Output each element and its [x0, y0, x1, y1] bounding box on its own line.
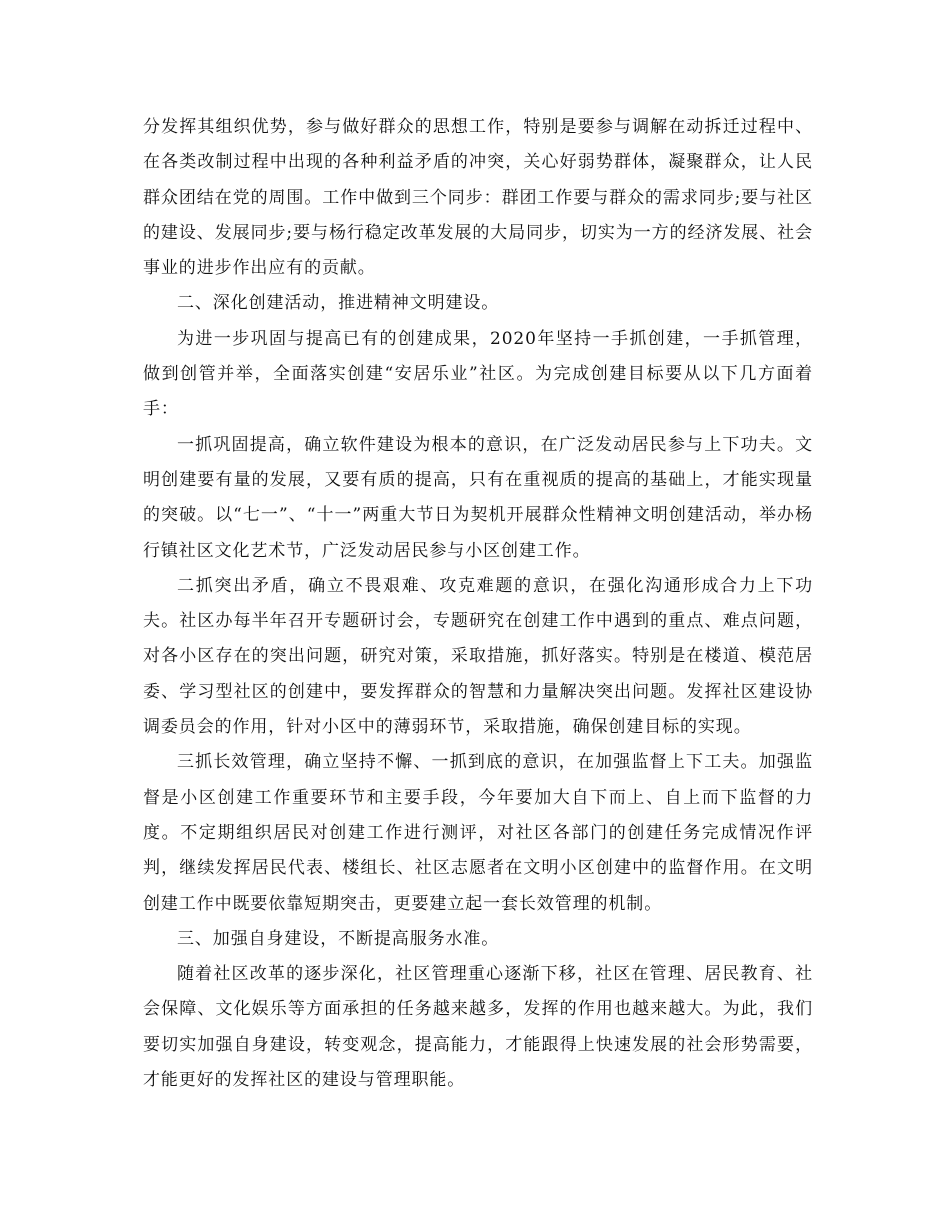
paragraph-intro-goals: 为进一步巩固与提高已有的创建成果，2020年坚持一手抓创建，一手抓管理，做到创管并举，全面落实创建“安居乐业”社区。为完成创建目标要从以下几方面着手：	[143, 328, 813, 420]
paragraph-point-1: 一抓巩固提高，确立软件建设为根本的意识，在广泛发动居民参与上下功夫。文明创建要有量的发展，又要有质的提高，只有在重视质的提高的基础上，才能实现量的突破。以“七一”、“十一”两重大节日为契机开展群众性精神文明创建活动，举办杨行镇社区文化艺术节，广泛发动居民参与小区创建工作。	[143, 434, 813, 561]
section-heading-2: 二、深化创建活动，推进精神文明建设。	[177, 293, 500, 314]
paragraph-point-3: 三抓长效管理，确立坚持不懈、一抓到底的意识，在加强监督上下工夫。加强监督是小区创建工作重要环节和主要手段，今年要加大自下而上、自上而下监督的力度。不定期组织居民对创建工作进行测评，对社区各部门的创建任务完成情况作评判，继续发挥居民代表、楼组长、社区志愿者在文明小区创建中的监督作用。在文明创建工作中既要依靠短期突击，更要建立起一套长效管理的机制。	[143, 752, 813, 914]
paragraph-continuation: 分发挥其组织优势，参与做好群众的思想工作，特别是要参与调解在动拆迁过程中、在各类改制过程中出现的各种利益矛盾的冲突，关心好弱势群体，凝聚群众，让人民群众团结在党的周围。工作中做到三个同步：群团工作要与群众的需求同步;要与社区的建设、发展同步;要与杨行稳定改革发展的大局同步，切实为一方的经济发展、社会事业的进步作出应有的贡献。	[143, 117, 813, 279]
section-heading-3: 三、加强自身建设，不断提高服务水准。	[177, 928, 500, 949]
paragraph-self-building: 随着社区改革的逐步深化，社区管理重心逐渐下移，社区在管理、居民教育、社会保障、文化娱乐等方面承担的任务越来越多，发挥的作用也越来越大。为此，我们要切实加强自身建设，转变观念，提高能力，才能跟得上快速发展的社会形势需要，才能更好的发挥社区的建设与管理职能。	[143, 964, 813, 1091]
paragraph-point-2: 二抓突出矛盾，确立不畏艰难、攻克难题的意识，在强化沟通形成合力上下功夫。社区办每半年召开专题研讨会，专题研究在创建工作中遇到的重点、难点问题，对各小区存在的突出问题，研究对策，采取措施，抓好落实。特别是在楼道、模范居委、学习型社区的创建中，要发挥群众的智慧和力量解决突出问题。发挥社区建设协调委员会的作用，针对小区中的薄弱环节，采取措施，确保创建目标的实现。	[143, 575, 813, 738]
document-body	[143, 110, 813, 1098]
